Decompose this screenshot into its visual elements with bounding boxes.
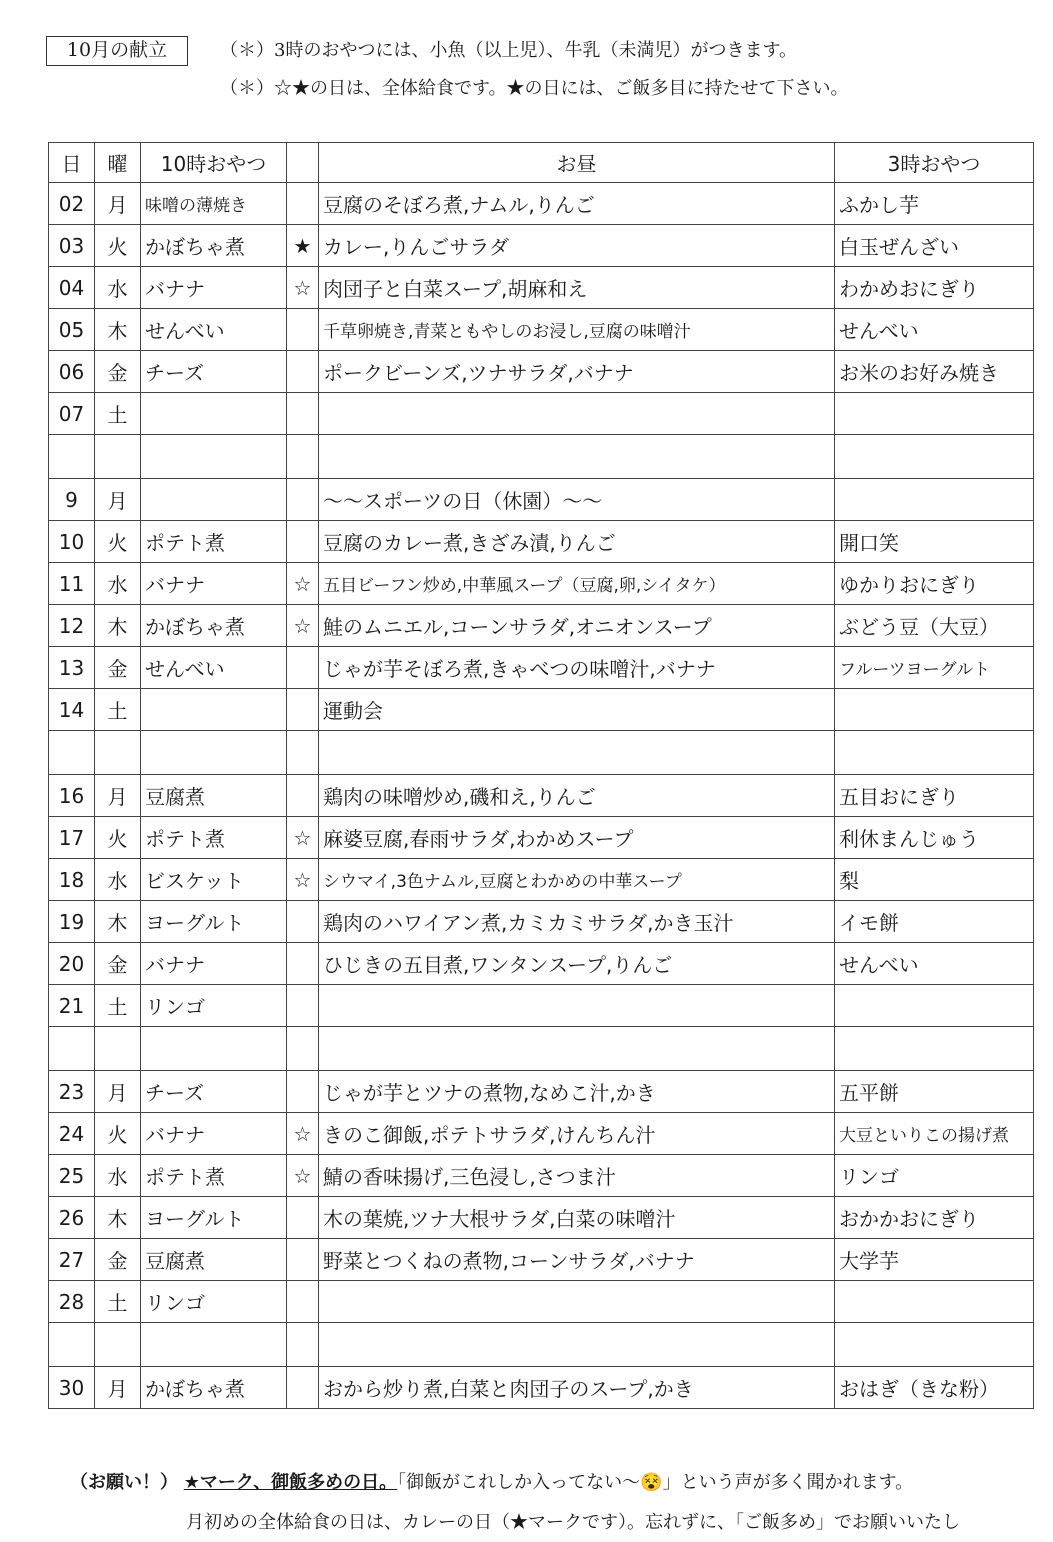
cell-am-snack: [141, 689, 287, 731]
table-row: [49, 435, 1034, 479]
cell-date: 30: [49, 1367, 95, 1409]
cell-dow: 水: [95, 859, 141, 901]
cell-pm-snack: 五平餅: [835, 1071, 1034, 1113]
cell-mark: [287, 351, 319, 393]
table-row: [49, 1323, 1034, 1367]
cell-lunch: [319, 393, 835, 435]
cell-pm-snack: [835, 1323, 1034, 1367]
cell-mark: [287, 393, 319, 435]
cell-dow: 水: [95, 1155, 141, 1197]
header-dow: 曜: [95, 143, 141, 183]
table-row: [49, 1155, 1034, 1197]
cell-am-snack: ヨーグルト: [141, 901, 287, 943]
cell-am-snack: [141, 479, 287, 521]
table-row: [49, 1113, 1034, 1155]
cell-dow: 木: [95, 605, 141, 647]
table-row: [49, 521, 1034, 563]
cell-date: 04: [49, 267, 95, 309]
cell-lunch: ポークビーンズ,ツナサラダ,バナナ: [319, 351, 835, 393]
cell-date: 21: [49, 985, 95, 1027]
cell-mark: [287, 775, 319, 817]
cell-mark: ☆: [287, 1155, 319, 1197]
cell-am-snack: [141, 435, 287, 479]
footer-request: [70, 1468, 913, 1494]
table-row: [49, 1367, 1034, 1409]
cell-dow: 木: [95, 1197, 141, 1239]
cell-pm-snack: せんべい: [835, 943, 1034, 985]
table-row: [49, 647, 1034, 689]
cell-lunch: おから炒り煮,白菜と肉団子のスープ,かき: [319, 1367, 835, 1409]
cell-am-snack: かぼちゃ煮: [141, 605, 287, 647]
cell-am-snack: バナナ: [141, 1113, 287, 1155]
cell-dow: 水: [95, 563, 141, 605]
cell-mark: [287, 435, 319, 479]
header-am-snack: 10時おやつ: [141, 143, 287, 183]
cell-dow: 月: [95, 1071, 141, 1113]
page-title: 10月の献立: [46, 36, 188, 66]
cell-am-snack: [141, 393, 287, 435]
cell-dow: 金: [95, 351, 141, 393]
cell-date: [49, 435, 95, 479]
menu-body: [49, 183, 1034, 1409]
table-row: [49, 393, 1034, 435]
cell-date: 19: [49, 901, 95, 943]
cell-lunch: きのこ御飯,ポテトサラダ,けんちん汁: [319, 1113, 835, 1155]
cell-dow: 土: [95, 1281, 141, 1323]
cell-lunch: 麻婆豆腐,春雨サラダ,わかめスープ: [319, 817, 835, 859]
cell-am-snack: かぼちゃ煮: [141, 1367, 287, 1409]
table-row: [49, 479, 1034, 521]
cell-pm-snack: [835, 435, 1034, 479]
cell-pm-snack: 五目おにぎり: [835, 775, 1034, 817]
cell-pm-snack: [835, 985, 1034, 1027]
cell-lunch: 鯖の香味揚げ,三色浸し,さつま汁: [319, 1155, 835, 1197]
cell-lunch: 千草卵焼き,青菜ともやしのお浸し,豆腐の味噌汁: [319, 309, 835, 351]
cell-pm-snack: 梨: [835, 859, 1034, 901]
cell-date: 16: [49, 775, 95, 817]
cell-pm-snack: [835, 1027, 1034, 1071]
cell-lunch: [319, 1281, 835, 1323]
cell-date: 03: [49, 225, 95, 267]
cell-dow: 火: [95, 521, 141, 563]
cell-lunch: じゃが芋そぼろ煮,きゃべつの味噌汁,バナナ: [319, 647, 835, 689]
table-row: [49, 1239, 1034, 1281]
cell-mark: [287, 689, 319, 731]
cell-lunch: じゃが芋とツナの煮物,なめこ汁,かき: [319, 1071, 835, 1113]
table-row: [49, 605, 1034, 647]
cell-mark: ☆: [287, 563, 319, 605]
cell-date: [49, 731, 95, 775]
cell-pm-snack: リンゴ: [835, 1155, 1034, 1197]
cell-lunch: [319, 1323, 835, 1367]
cell-am-snack: ポテト煮: [141, 521, 287, 563]
cell-pm-snack: 利休まんじゅう: [835, 817, 1034, 859]
cell-dow: 土: [95, 985, 141, 1027]
cell-date: 13: [49, 647, 95, 689]
cell-am-snack: 豆腐煮: [141, 1239, 287, 1281]
cell-lunch: 肉団子と白菜スープ,胡麻和え: [319, 267, 835, 309]
table-row: [49, 563, 1034, 605]
cell-dow: 月: [95, 479, 141, 521]
cell-lunch: 五目ビーフン炒め,中華風スープ（豆腐,卵,シイタケ）: [319, 563, 835, 605]
table-row: [49, 1197, 1034, 1239]
cell-am-snack: かぼちゃ煮: [141, 225, 287, 267]
cell-am-snack: せんべい: [141, 309, 287, 351]
cell-dow: [95, 731, 141, 775]
header-mark: [287, 143, 319, 183]
cell-pm-snack: わかめおにぎり: [835, 267, 1034, 309]
cell-mark: [287, 1367, 319, 1409]
footer-request-label: （お願い！）: [70, 1472, 178, 1493]
header-lunch: お昼: [319, 143, 835, 183]
cell-date: [49, 1323, 95, 1367]
cell-mark: ☆: [287, 605, 319, 647]
cell-mark: [287, 1027, 319, 1071]
table-row: [49, 351, 1034, 393]
cell-pm-snack: ゆかりおにぎり: [835, 563, 1034, 605]
table-row: [49, 901, 1034, 943]
cell-date: 23: [49, 1071, 95, 1113]
cell-date: 27: [49, 1239, 95, 1281]
cell-am-snack: [141, 731, 287, 775]
cell-lunch: カレー,りんごサラダ: [319, 225, 835, 267]
cell-date: 17: [49, 817, 95, 859]
cell-dow: [95, 1027, 141, 1071]
cell-mark: [287, 1281, 319, 1323]
cell-date: [49, 1027, 95, 1071]
cell-pm-snack: ぶどう豆（大豆）: [835, 605, 1034, 647]
table-row: [49, 859, 1034, 901]
table-row: [49, 689, 1034, 731]
cell-lunch: [319, 985, 835, 1027]
cell-lunch: 豆腐のカレー煮,きざみ漬,りんご: [319, 521, 835, 563]
cell-dow: [95, 435, 141, 479]
cell-am-snack: リンゴ: [141, 1281, 287, 1323]
cell-dow: 火: [95, 225, 141, 267]
cell-mark: [287, 731, 319, 775]
cell-am-snack: バナナ: [141, 267, 287, 309]
footer-line2: 月初めの全体給食の日は、カレーの日（★マークです）。忘れずに、「ご飯多め」でお願いいたし: [186, 1512, 960, 1533]
footer-highlight: ★マーク、御飯多めの日。: [183, 1472, 398, 1493]
table-row: [49, 775, 1034, 817]
cell-dow: 土: [95, 393, 141, 435]
cell-dow: 月: [95, 1367, 141, 1409]
cell-pm-snack: 白玉ぜんざい: [835, 225, 1034, 267]
note-snack-milk: （＊）3時のおやつには、小魚（以上児）、牛乳（未満児）がつきます。: [220, 40, 798, 61]
cell-pm-snack: [835, 479, 1034, 521]
cell-dow: 金: [95, 1239, 141, 1281]
cell-dow: 木: [95, 901, 141, 943]
cell-date: 10: [49, 521, 95, 563]
cell-pm-snack: [835, 689, 1034, 731]
cell-mark: [287, 309, 319, 351]
cell-mark: [287, 1197, 319, 1239]
cell-am-snack: [141, 1323, 287, 1367]
cell-am-snack: 豆腐煮: [141, 775, 287, 817]
cell-date: 18: [49, 859, 95, 901]
cell-am-snack: 味噌の薄焼き: [141, 183, 287, 225]
cell-lunch: 野菜とつくねの煮物,コーンサラダ,バナナ: [319, 1239, 835, 1281]
cell-mark: ☆: [287, 859, 319, 901]
cell-mark: [287, 1323, 319, 1367]
header-row: [49, 143, 1034, 183]
cell-date: 12: [49, 605, 95, 647]
cell-dow: 水: [95, 267, 141, 309]
table-row: [49, 1071, 1034, 1113]
header-pm-snack: 3時おやつ: [835, 143, 1034, 183]
cell-mark: [287, 647, 319, 689]
cell-mark: ☆: [287, 267, 319, 309]
cell-dow: 木: [95, 309, 141, 351]
cell-lunch: [319, 435, 835, 479]
cell-lunch: ～～スポーツの日（休園）～～: [319, 479, 835, 521]
cell-am-snack: チーズ: [141, 1071, 287, 1113]
cell-mark: ★: [287, 225, 319, 267]
cell-pm-snack: せんべい: [835, 309, 1034, 351]
cell-pm-snack: 開口笑: [835, 521, 1034, 563]
cell-mark: [287, 1239, 319, 1281]
cell-lunch: 木の葉焼,ツナ大根サラダ,白菜の味噌汁: [319, 1197, 835, 1239]
cell-mark: [287, 479, 319, 521]
cell-lunch: 豆腐のそぼろ煮,ナムル,りんご: [319, 183, 835, 225]
cell-mark: [287, 985, 319, 1027]
cell-pm-snack: お米のお好み焼き: [835, 351, 1034, 393]
cell-lunch: 鮭のムニエル,コーンサラダ,オニオンスープ: [319, 605, 835, 647]
cell-pm-snack: イモ餅: [835, 901, 1034, 943]
cell-am-snack: チーズ: [141, 351, 287, 393]
cell-date: 28: [49, 1281, 95, 1323]
cell-dow: 月: [95, 183, 141, 225]
cell-pm-snack: 大豆といりこの揚げ煮: [835, 1113, 1034, 1155]
cell-am-snack: ヨーグルト: [141, 1197, 287, 1239]
cell-am-snack: バナナ: [141, 563, 287, 605]
cell-lunch: シウマイ,3色ナムル,豆腐とわかめの中華スープ: [319, 859, 835, 901]
cell-date: 9: [49, 479, 95, 521]
cell-am-snack: せんべい: [141, 647, 287, 689]
cell-mark: [287, 183, 319, 225]
cell-dow: [95, 1323, 141, 1367]
cell-mark: ☆: [287, 1113, 319, 1155]
cell-date: 05: [49, 309, 95, 351]
cell-am-snack: リンゴ: [141, 985, 287, 1027]
cell-dow: 火: [95, 817, 141, 859]
header-date: 日: [49, 143, 95, 183]
cell-date: 02: [49, 183, 95, 225]
cell-lunch: 鶏肉の味噌炒め,磯和え,りんご: [319, 775, 835, 817]
cell-lunch: 運動会: [319, 689, 835, 731]
menu-table: [48, 142, 1034, 1409]
cell-mark: [287, 943, 319, 985]
cell-pm-snack: [835, 393, 1034, 435]
cell-pm-snack: おかかおにぎり: [835, 1197, 1034, 1239]
cell-dow: 金: [95, 647, 141, 689]
footer-line1-text: 「御飯がこれしか入ってない～😵」という声が多く聞かれます。: [397, 1472, 914, 1493]
table-row: [49, 985, 1034, 1027]
cell-date: 07: [49, 393, 95, 435]
table-row: [49, 309, 1034, 351]
cell-mark: [287, 521, 319, 563]
cell-am-snack: ポテト煮: [141, 817, 287, 859]
cell-date: 11: [49, 563, 95, 605]
cell-lunch: ひじきの五目煮,ワンタンスープ,りんご: [319, 943, 835, 985]
cell-mark: [287, 1071, 319, 1113]
cell-dow: 火: [95, 1113, 141, 1155]
table-row: [49, 817, 1034, 859]
cell-date: 26: [49, 1197, 95, 1239]
cell-pm-snack: フルーツヨーグルト: [835, 647, 1034, 689]
cell-pm-snack: ふかし芋: [835, 183, 1034, 225]
cell-date: 06: [49, 351, 95, 393]
cell-am-snack: ポテト煮: [141, 1155, 287, 1197]
cell-am-snack: ビスケット: [141, 859, 287, 901]
cell-dow: 月: [95, 775, 141, 817]
cell-pm-snack: 大学芋: [835, 1239, 1034, 1281]
table-row: [49, 1027, 1034, 1071]
cell-dow: 土: [95, 689, 141, 731]
cell-pm-snack: おはぎ（きな粉）: [835, 1367, 1034, 1409]
cell-date: 24: [49, 1113, 95, 1155]
note-star-days: （＊）☆★の日は、全体給食です。★の日には、ご飯多目に持たせて下さい。: [220, 78, 849, 99]
cell-pm-snack: [835, 1281, 1034, 1323]
cell-dow: 金: [95, 943, 141, 985]
cell-mark: ☆: [287, 817, 319, 859]
cell-date: 20: [49, 943, 95, 985]
cell-am-snack: バナナ: [141, 943, 287, 985]
table-row: [49, 183, 1034, 225]
cell-mark: [287, 901, 319, 943]
cell-lunch: [319, 1027, 835, 1071]
cell-date: 14: [49, 689, 95, 731]
table-row: [49, 267, 1034, 309]
cell-lunch: 鶏肉のハワイアン煮,カミカミサラダ,かき玉汁: [319, 901, 835, 943]
cell-am-snack: [141, 1027, 287, 1071]
table-row: [49, 731, 1034, 775]
cell-date: 25: [49, 1155, 95, 1197]
cell-pm-snack: [835, 731, 1034, 775]
cell-lunch: [319, 731, 835, 775]
table-row: [49, 225, 1034, 267]
table-row: [49, 1281, 1034, 1323]
table-row: [49, 943, 1034, 985]
